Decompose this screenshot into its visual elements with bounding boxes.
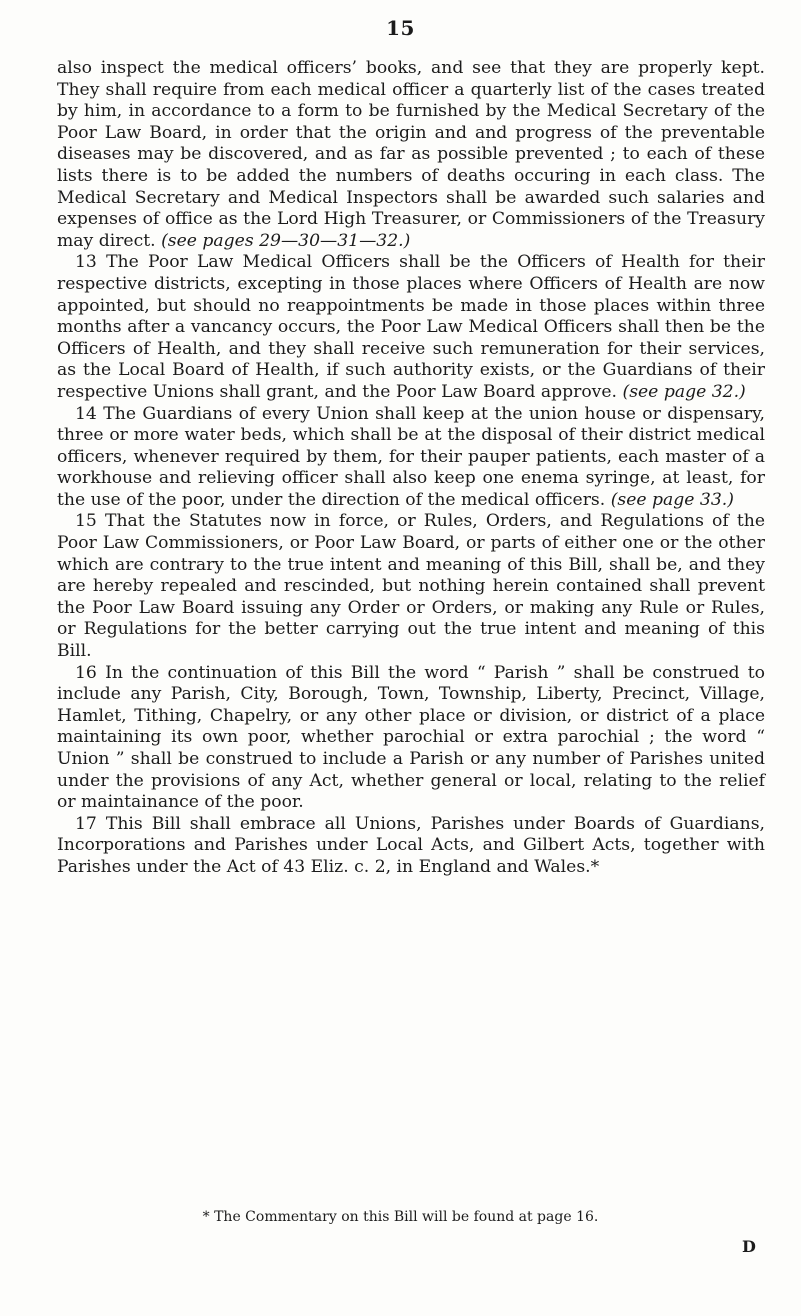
paragraph-text: also inspect the medical officers’ books, and see that they are properly kept. They shall require from each medical officer a quarterly list of the cases treated by him, in accordance to a form to be furnished by the Medical Secretary of the Poor Law Board, in order that the origin and and progress of the preventable diseases may be discovered, and as far as possible prevented ; to each of these lists there is to be added the numbers of deaths occuring in each class. The Medical Secretary and Medical Inspectors shall be awarded such salaries and expenses of office as the Lord High Treasurer, or Commissioners of the Treasury may direct. (57, 58, 765, 251)
signature-mark: D (742, 1237, 756, 1256)
paragraph-text: In the continuation of this Bill the word “ Parish ” shall be construed to include any Parish, City, Borough, Town, Township, Liberty, Precinct, Village, Hamlet, Tithing, Chapelry, or any other place or division, or district of a place maintaining its own poor, whether parochial or extra parochial ; the word “ Union ” shall be construed to include a Parish or any number of Parishes united under the provisions of any Act, whether general or local, relating to the relief or maintainance of the poor. (57, 662, 765, 813)
paragraph-number: 17 (75, 813, 97, 834)
paragraph-number: 14 (75, 403, 97, 424)
page-number: 15 (386, 16, 415, 40)
paragraph-number: 15 (75, 511, 97, 532)
page-reference: (see page 33.) (610, 489, 734, 510)
paragraph-text: The Poor Law Medical Officers shall be the Officers of Health for their respective districts, excepting in those places where Officers of Health are now appointed, but should no reappointments be made in those places within three months after a vancancy occurs, the Poor Law Medical Officers shall then be the Officers of Health, and they shall receive such remuneration for their services, as the Local Board of Health, if such authority exists, or the Guardians of their respective Unions shall grant, and the Poor Law Board approve. (57, 252, 765, 402)
paragraph-15 (57, 511, 765, 662)
paragraph-14 (57, 404, 765, 512)
paragraph-continuation (57, 58, 765, 252)
footnote: * The Commentary on this Bill will be found at page 16. (202, 1209, 599, 1225)
paragraph-text: This Bill shall embrace all Unions, Parishes under Boards of Guardians, Incorporations and Parishes under Local Acts, and Gilbert Acts, together with Parishes under the Act of 43 Eliz. c. 2, in England and Wales.* (57, 813, 765, 877)
paragraph-text: The Guardians of every Union shall keep at the union house or dispensary, three or more water beds, which shall be at the disposal of their district medical officers, whenever required by them, for their pauper patients, each master of a workhouse and relieving officer shall also keep one enema syringe, at least, for the use of the poor, under the direction of the medical officers. (57, 403, 765, 510)
paragraph-13 (57, 252, 765, 403)
paragraph-text: That the Statutes now in force, or Rules, Orders, and Regulations of the Poor Law Commissioners, or Poor Law Board, or parts of either one or the other which are contrary to the true intent and meaning of this Bill, shall be, and they are hereby repealed and rescinded, but nothing herein contained shall prevent the Poor Law Board issuing any Order or Orders, or making any Rule or Rules, or Regulations for the better carrying out the true intent and meaning of this Bill. (57, 511, 765, 662)
paragraph-number: 16 (75, 662, 97, 683)
page-reference: (see page 32.) (622, 381, 746, 402)
paragraph-16 (57, 663, 765, 814)
paragraph-17 (57, 814, 765, 879)
paragraph-number: 13 (75, 252, 97, 273)
body-text (57, 58, 765, 879)
page-reference: (see pages 29—30—31—32.) (161, 230, 411, 251)
